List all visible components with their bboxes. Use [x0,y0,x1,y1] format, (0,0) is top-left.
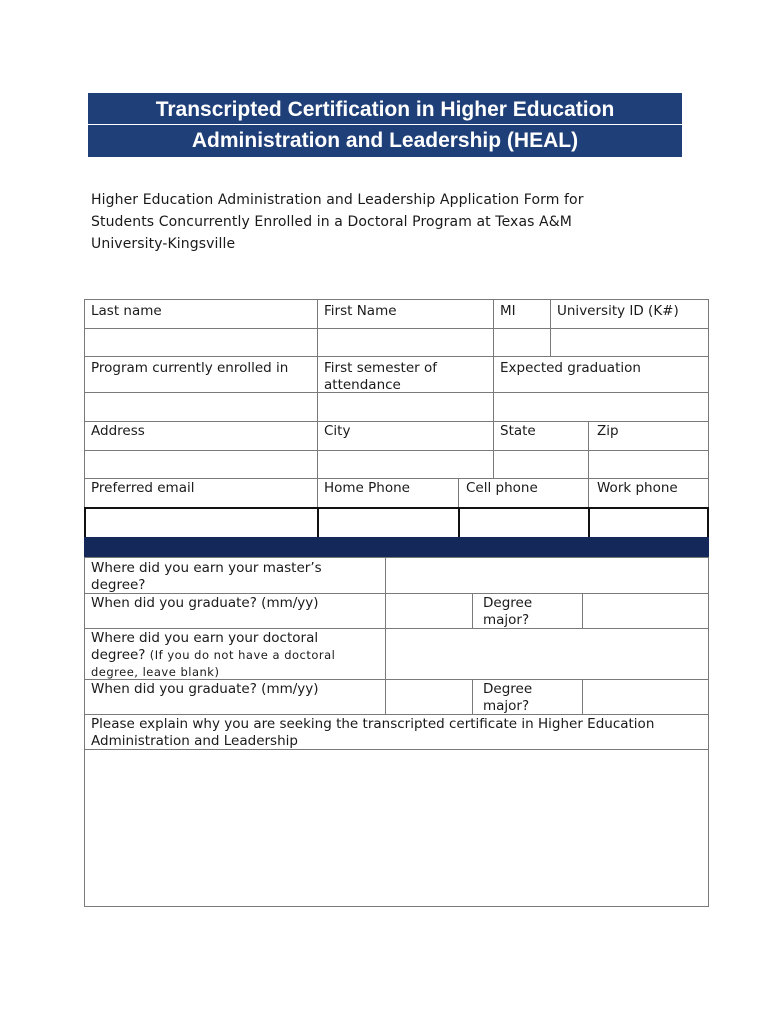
doctoral-major-field[interactable] [583,680,708,714]
explain-line-1: Please explain why you are seeking the transcripted certificate in Higher Education [91,716,655,732]
mi-label: MI [500,303,516,319]
expected-graduation-label: Expected graduation [500,360,641,376]
zip-label: Zip [597,423,619,439]
city-label: City [324,423,351,439]
university-id-field[interactable] [551,329,707,356]
application-form [84,299,709,907]
address-label: Address [91,423,145,439]
masters-major-field[interactable] [583,594,708,628]
mi-field[interactable] [494,329,549,356]
masters-institution-field[interactable] [386,558,708,593]
doctoral-note-line-1: (If you do not have a doctoral [149,648,336,662]
intro-line-3: University-Kingsville [91,236,236,252]
title-banner [88,93,682,157]
expected-graduation-field[interactable] [494,393,707,420]
cell-phone-field[interactable] [461,510,587,536]
explanation-textarea[interactable] [85,750,707,905]
preferred-email-field[interactable] [87,510,316,536]
title-line-1: Transcripted Certification in Higher Education [155,98,615,121]
first-semester-field[interactable] [318,393,492,420]
doctoral-where-label [91,630,335,681]
masters-where-label [91,560,322,594]
intro-line-2: Students Concurrently Enrolled in a Doctoral Program at Texas A&M [91,214,572,230]
address-field[interactable] [86,451,316,477]
state-field[interactable] [494,451,587,477]
first-semester-line-2: attendance [324,377,401,393]
doctoral-note-line-2: degree, leave blank) [91,665,220,679]
masters-graduation-label: When did you graduate? (mm/yy) [91,595,319,611]
doctoral-institution-field[interactable] [386,629,708,679]
state-label: State [500,423,536,439]
work-phone-field[interactable] [591,510,706,536]
cell-phone-label: Cell phone [466,480,538,496]
city-field[interactable] [318,451,492,477]
masters-major-line-1: Degree [483,595,533,611]
section-divider-bar [84,537,709,557]
first-name-label: First Name [324,303,397,319]
home-phone-field[interactable] [320,510,457,536]
doctoral-graduation-label: When did you graduate? (mm/yy) [91,681,319,697]
doctoral-major-line-1: Degree [483,681,533,697]
intro-line-1: Higher Education Administration and Leadership Application Form for [91,192,584,208]
last-name-label: Last name [91,303,162,319]
first-semester-line-1: First semester of [324,360,437,376]
masters-graduation-field[interactable] [386,594,472,628]
masters-major-line-2: major? [483,612,530,628]
explain-line-2: Administration and Leadership [91,733,298,749]
doctoral-major-label [483,681,532,715]
masters-where-line-1: Where did you earn your master’s [91,560,322,576]
preferred-email-label: Preferred email [91,480,195,496]
intro-text [91,189,651,255]
zip-field[interactable] [589,451,707,477]
first-name-field[interactable] [318,329,492,356]
explain-label [91,716,654,750]
masters-major-label [483,595,532,629]
home-phone-label: Home Phone [324,480,410,496]
first-semester-label [324,360,437,394]
work-phone-label: Work phone [597,480,678,496]
program-label: Program currently enrolled in [91,360,289,376]
doctoral-major-line-2: major? [483,698,530,714]
doctoral-graduation-field[interactable] [386,680,472,714]
doctoral-where-line-2: degree? [91,647,146,663]
doctoral-where-line-1: Where did you earn your doctoral [91,630,319,646]
program-field[interactable] [86,393,316,420]
last-name-field[interactable] [86,329,316,356]
university-id-label: University ID (K#) [557,303,679,319]
masters-where-line-2: degree? [91,577,146,593]
title-line-2: Administration and Leadership (HEAL) [191,129,579,152]
title-divider [88,124,682,125]
